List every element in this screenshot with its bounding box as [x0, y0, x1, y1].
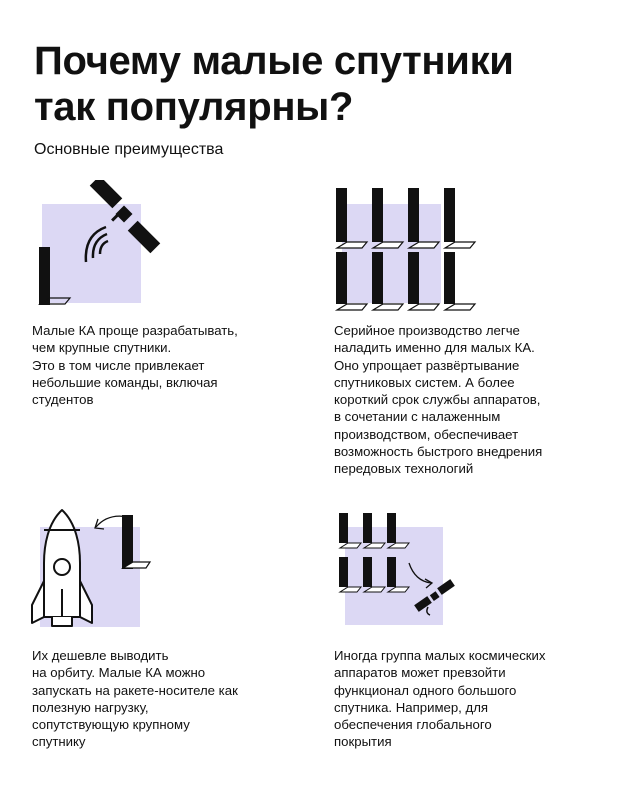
card-2-line: в сочетании с налаженным [334, 409, 501, 425]
card-2-line: Оно упрощает развёртывание [334, 357, 520, 373]
card-3-line: Их дешевле выводить [32, 648, 169, 663]
card-3-line: запускать на ракете-носителе как [32, 682, 238, 698]
card-4-caption [334, 647, 546, 751]
card-2-line: производством, обеспечивает [334, 426, 519, 442]
card-3-caption [32, 647, 238, 751]
card-2-line: короткий срок службы аппаратов, [334, 392, 541, 408]
card-4-line: аппаратов может превзойти [334, 665, 506, 681]
card-4-line: обеспечения глобального [334, 717, 492, 733]
card-3-line: полезную нагрузку, [32, 699, 149, 715]
card-1-line: Малые КА проще разрабатывать, [32, 323, 238, 338]
page-title-line-1: Почему малые спутники [34, 39, 514, 83]
card-1-line: Это в том числе привлекает [32, 357, 205, 373]
card-1-line: студентов [32, 392, 94, 408]
constellation-vs-satellite-illustration [335, 505, 485, 635]
card-2-line: наладить именно для малых КА. [334, 340, 535, 356]
rocket-launch-illustration [28, 505, 178, 635]
card-1-line: чем крупные спутники. [32, 340, 172, 356]
card-4-line: покрытия [334, 734, 392, 750]
card-4-line: функционал одного большого [334, 682, 517, 698]
satellite-signal-illustration [30, 180, 180, 315]
card-1-line: небольшие команды, включая [32, 374, 218, 390]
lavender-square [342, 204, 441, 303]
page-title-line-2: так популярны? [34, 85, 354, 129]
card-3-line: сопутствующую крупному [32, 717, 190, 733]
card-3-line: спутнику [32, 734, 86, 750]
satellite-production-grid-illustration [330, 180, 480, 315]
card-2-line: возможность быстрого внедрения [334, 444, 543, 460]
card-2-line: Серийное производство легче [334, 323, 520, 338]
page-title [34, 38, 614, 130]
card-4-line: спутника. Например, для [334, 699, 489, 715]
card-2-line: передовых технологий [334, 461, 474, 477]
card-3-line: на орбиту. Малые КА можно [32, 665, 206, 681]
card-2-line: спутниковых систем. А более [334, 374, 515, 390]
page-subtitle: Основные преимущества [34, 141, 224, 158]
card-4-line: Иногда группа малых космических [334, 648, 546, 663]
card-1-caption [32, 322, 238, 408]
card-2-caption [334, 322, 542, 478]
